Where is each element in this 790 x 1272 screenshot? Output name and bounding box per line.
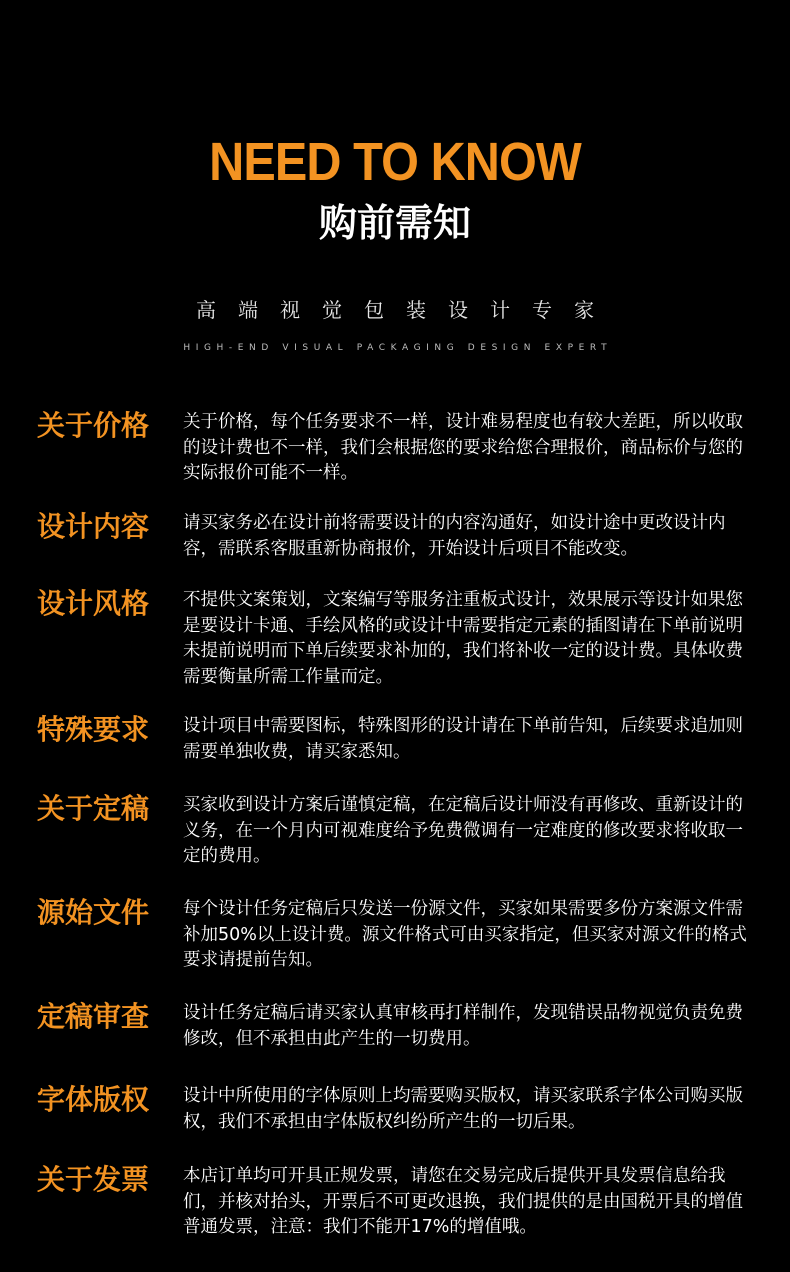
faq-heading: 设计内容 [37,510,150,543]
faq-text: 不提供文案策划，文案编写等服务注重板式设计，效果展示等设计如果您是要设计卡通、手绘风格的或设计中需要指定元素的插图请在下单前说明未提前说明而下单后续要求补加的，我们将补收一定的设计费。具体收费需要衡量所需工作量而定。 [183,590,743,687]
faq-heading: 关于发票 [37,1163,150,1196]
faq-heading: 关于定稿 [37,792,150,825]
faq-text: 每个设计任务定稿后只发送一份源文件，买家如果需要多份方案源文件需补加50%以上设计费。源文件格式可由买家指定，但买家对源文件的格式要求请提前告知。 [183,899,747,970]
faq-heading: 特殊要求 [37,713,150,746]
faq-heading: 定稿审查 [37,1000,150,1033]
page-title-cn: 购前需知 [318,201,471,245]
faq-heading: 设计风格 [37,587,150,620]
faq-heading: 字体版权 [37,1083,150,1116]
faq-text: 请买家务必在设计前将需要设计的内容沟通好，如设计途中更改设计内容，需联系客服重新协商报价，开始设计后项目不能改变。 [183,513,726,559]
faq-heading: 源始文件 [37,896,150,929]
faq-text: 本店订单均可开具正规发票，请您在交易完成后提供开具发票信息给我们，并核对抬头，开票后不可更改退换，我们提供的是由国税开具的增值普通发票，注意：我们不能开17%的增值哦。 [183,1166,743,1237]
faq-heading: 关于价格 [37,409,150,442]
subtitle-en: HIGH-END VISUAL PACKAGING DESIGN EXPERT [183,343,613,353]
faq-text: 买家收到设计方案后谨慎定稿，在定稿后设计师没有再修改、重新设计的义务，在一个月内可视难度给予免费微调有一定难度的修改要求将收取一定的费用。 [183,795,743,866]
faq-text: 设计项目中需要图标，特殊图形的设计请在下单前告知，后续要求追加则需要单独收费，请买家悉知。 [183,716,743,762]
faq-text: 关于价格，每个任务要求不一样，设计难易程度也有较大差距，所以收取的设计费也不一样，我们会根据您的要求给您合理报价，商品标价与您的实际报价可能不一样。 [183,412,743,483]
page-title-en: NEED TO KNOW [209,132,581,192]
subtitle-cn: 高端视觉包装设计专家 [196,298,616,322]
faq-text: 设计任务定稿后请买家认真审核再打样制作，发现错误品物视觉负责免费修改，但不承担由此产生的一切费用。 [183,1003,743,1049]
faq-text: 设计中所使用的字体原则上均需要购买版权，请买家联系字体公司购买版权，我们不承担由字体版权纠纷所产生的一切后果。 [183,1086,743,1132]
